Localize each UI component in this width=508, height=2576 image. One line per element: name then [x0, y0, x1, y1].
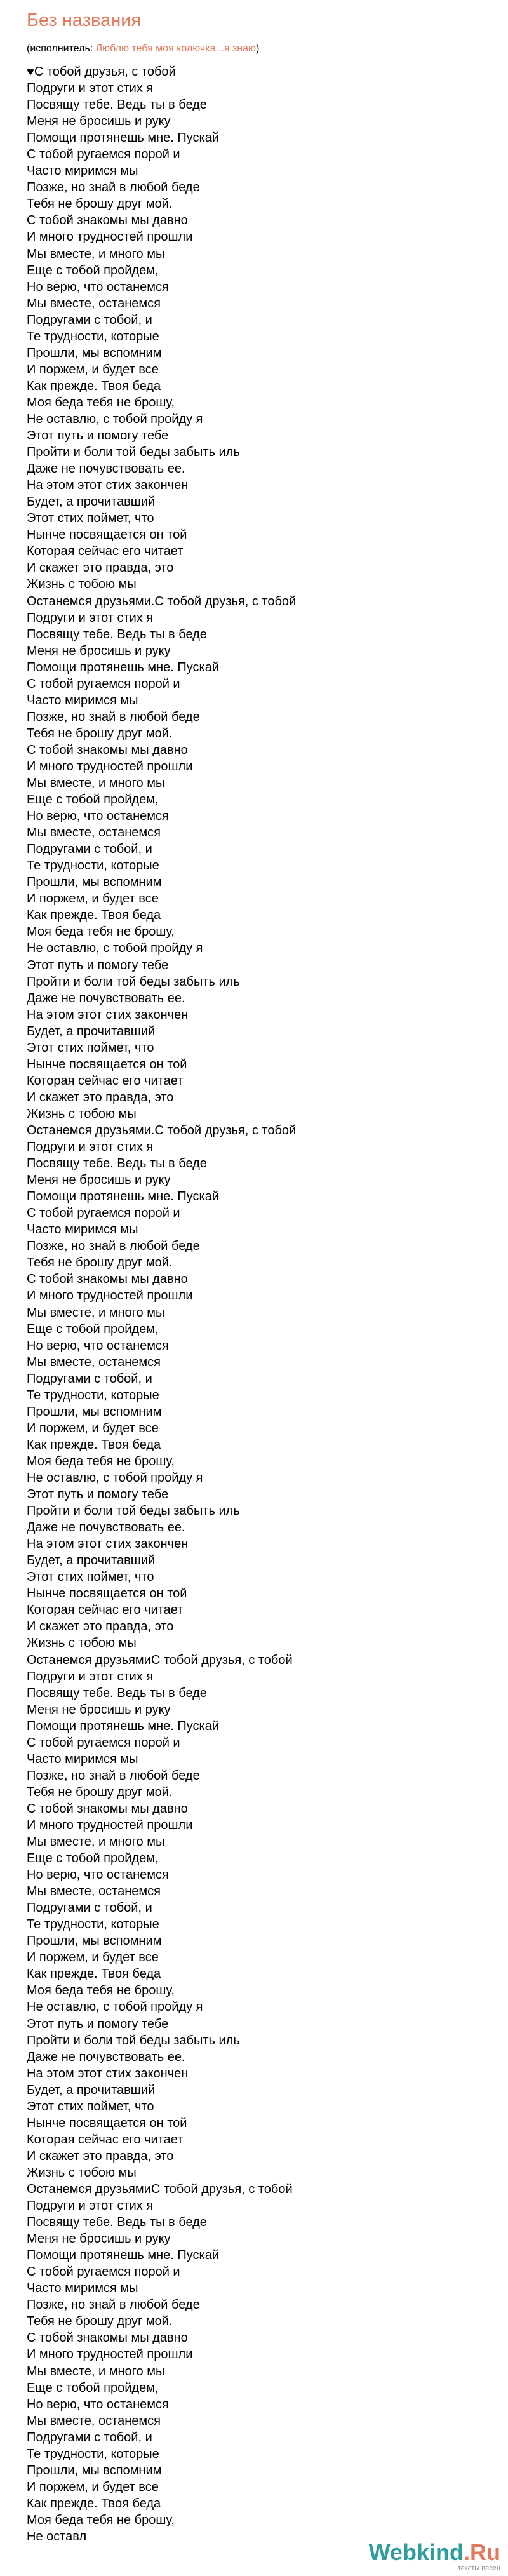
lyric-line: На этом этот стих закончен — [27, 1007, 189, 1022]
lyric-line: Тебя не брошу друг мой. — [27, 197, 173, 211]
lyric-line: И много трудностей прошли — [27, 230, 193, 245]
lyric-line: Останемся друзьями.С тобой друзья, с тобой — [27, 1124, 297, 1137]
lyric-line: Пройти и боли той беды забыть иль — [27, 2033, 240, 2048]
lyric-line: Подругами с тобой, и — [27, 1371, 152, 1386]
lyric-line: Тебя не брошу друг мой. — [27, 1785, 173, 1799]
lyric-line: Как прежде. Твоя беда — [27, 1437, 161, 1452]
lyric-line: Как прежде. Твоя беда — [27, 908, 161, 923]
lyric-line: Которая сейчас его читает — [27, 1073, 184, 1088]
lyric-line: И много трудностей прошли — [27, 1818, 193, 1832]
lyric-line: Подругами с тобой, и — [27, 2430, 152, 2445]
lyric-line: Мы вместе, останемся — [27, 826, 161, 840]
lyric-line: Прошли, мы вспомним — [27, 2463, 162, 2478]
lyric-line: Помощи протянешь мне. Пускай — [27, 1719, 220, 1733]
lyric-line: Этот путь и помогу тебе — [27, 429, 169, 443]
lyric-line: И скажет это правда, это — [27, 561, 174, 575]
lyric-line: Нынче посвящается он той — [27, 1587, 187, 1601]
lyric-line: Пройти и боли той беды забыть иль — [27, 445, 240, 460]
lyric-line: На этом этот стих закончен — [27, 1537, 189, 1552]
lyric-line: Мы вместе, останемся — [27, 296, 161, 311]
lyric-line: Нынче посвящается он той — [27, 1057, 187, 1071]
artist-prefix: (исполнитель: — [27, 43, 96, 54]
lyric-line: Прошли, мы вспомним — [27, 875, 162, 890]
lyric-line: Подруги и этот стих я — [27, 81, 154, 96]
lyric-line: Нынче посвящается он той — [27, 528, 187, 542]
lyric-line: Посвящу тебе. Ведь ты в беде — [27, 1686, 207, 1700]
lyric-line: Посвящу тебе. Ведь ты в беде — [27, 98, 207, 112]
lyric-line: Останемся друзьями.С тобой друзья, с тобой — [27, 594, 297, 608]
lyric-line: Как прежде. Твоя беда — [27, 379, 161, 393]
lyric-line: Этот путь и помогу тебе — [27, 1487, 169, 1502]
lyric-line: Не оставл — [27, 2529, 87, 2544]
lyric-line: И скажет это правда, это — [27, 2149, 174, 2163]
lyric-line: Подругами с тобой, и — [27, 312, 152, 327]
lyric-line: Мы вместе, и много мы — [27, 1835, 165, 1849]
lyric-line: Как прежде. Твоя беда — [27, 2496, 161, 2511]
lyric-line: Этот путь и помогу тебе — [27, 2016, 169, 2031]
artist-link[interactable]: Люблю тебя моя колючка...я знаю — [95, 43, 257, 54]
lyric-line: Моя беда тебя не брошу, — [27, 1983, 175, 1998]
lyric-line: Даже не почувствовать ее. — [27, 2049, 185, 2064]
lyric-line: Прошли, мы вспомним — [27, 1404, 162, 1419]
lyric-line: Но верю, что останемся — [27, 809, 169, 824]
lyric-line: С тобой ругаемся порой и — [27, 2265, 180, 2279]
lyric-line: Жизнь с тобою мы — [27, 2165, 137, 2180]
lyric-line: С тобой ругаемся порой и — [27, 676, 180, 691]
lyric-line: Мы вместе, и много мы — [27, 246, 165, 261]
lyric-line: С тобой знакомы мы давно — [27, 1801, 188, 1816]
lyric-line: Помощи протянешь мне. Пускай — [27, 1190, 220, 1204]
lyric-line: Моя беда тебя не брошу, — [27, 1454, 175, 1468]
lyric-line: Меня не бросишь и руку — [27, 1173, 171, 1188]
lyric-line: Меня не бросишь и руку — [27, 2232, 171, 2246]
lyric-line: Посвящу тебе. Ведь ты в беде — [27, 2215, 207, 2230]
lyrics-text — [27, 64, 497, 2545]
lyric-line: На этом этот стих закончен — [27, 2066, 189, 2081]
lyric-line: Еще с тобой пройдем, — [27, 2380, 159, 2395]
lyric-line: Этот стих поймет, что — [27, 1040, 154, 1055]
lyric-line: Но верю, что останемся — [27, 1868, 169, 1882]
lyric-line: С тобой знакомы мы давно — [27, 213, 188, 228]
lyric-line: Моя беда тебя не брошу, — [27, 925, 175, 939]
lyric-line: Часто миримся мы — [27, 1752, 138, 1766]
lyric-line: И скажет это правда, это — [27, 1620, 174, 1634]
lyric-line: На этом этот стих закончен — [27, 478, 189, 493]
lyric-line: И поржем, и будет все — [27, 892, 159, 906]
lyric-line: И скажет это правда, это — [27, 1090, 174, 1104]
lyric-line: Тебя не брошу друг мой. — [27, 1256, 173, 1270]
lyric-line: Тебя не брошу друг мой. — [27, 726, 173, 741]
lyric-line: Те трудности, которые — [27, 1917, 159, 1932]
lyric-line: Часто миримся мы — [27, 693, 138, 708]
lyric-line: И поржем, и будет все — [27, 1950, 159, 1965]
lyric-line: С тобой знакомы мы давно — [27, 1272, 188, 1287]
lyric-line: Которая сейчас его читает — [27, 1603, 184, 1618]
lyric-line: Будет, а прочитавший — [27, 495, 156, 509]
lyric-line: Позже, но знай в любой беде — [27, 1239, 200, 1254]
lyric-line: Не оставлю, с тобой пройду я — [27, 2000, 203, 2015]
lyric-line: Не оставлю, с тобой пройду я — [27, 412, 203, 426]
lyric-line: Не оставлю, с тобой пройду я — [27, 941, 203, 956]
lyric-line: Даже не почувствовать ее. — [27, 462, 185, 476]
lyric-line: Посвящу тебе. Ведь ты в беде — [27, 627, 207, 641]
lyric-line: Подруги и этот стих я — [27, 610, 154, 625]
site-logo[interactable] — [369, 2541, 500, 2572]
lyric-line: Меня не бросишь и руку — [27, 114, 171, 129]
logo-part-ru: .Ru — [464, 2539, 500, 2565]
lyric-line: Как прежде. Твоя беда — [27, 1967, 161, 1982]
lyric-line: Еще с тобой пройдем, — [27, 793, 159, 807]
artist-suffix: ) — [256, 43, 260, 54]
lyric-line: С тобой ругаемся порой и — [27, 1206, 180, 1221]
lyric-line: Помощи протянешь мне. Пускай — [27, 131, 220, 145]
lyric-line: Будет, а прочитавший — [27, 1024, 156, 1038]
lyric-line: И много трудностей прошли — [27, 1289, 193, 1303]
lyric-line: Моя беда тебя не брошу, — [27, 395, 175, 410]
lyric-line: Мы вместе, останемся — [27, 1884, 161, 1899]
lyric-line: Посвящу тебе. Ведь ты в беде — [27, 1157, 207, 1171]
artist-line — [27, 43, 259, 55]
lyric-line: Будет, а прочитавший — [27, 2083, 156, 2097]
logo-wordmark — [369, 2539, 500, 2565]
lyric-line: Еще с тобой пройдем, — [27, 1851, 159, 1866]
lyric-line: Этот стих поймет, что — [27, 2099, 154, 2114]
lyric-line: Жизнь с тобою мы — [27, 577, 137, 592]
lyric-line: И поржем, и будет все — [27, 2479, 159, 2494]
lyric-line: Останемся друзьямиС тобой друзья, с тобой — [27, 2182, 293, 2196]
lyric-line: Подругами с тобой, и — [27, 1901, 152, 1915]
lyric-line: Часто миримся мы — [27, 2281, 138, 2296]
lyric-line: Подруги и этот стих я — [27, 2199, 154, 2213]
lyric-line: Позже, но знай в любой беде — [27, 2298, 200, 2312]
lyric-line: Мы вместе, и много мы — [27, 1305, 165, 1320]
logo-part-webkind: Webkind — [368, 2539, 464, 2565]
lyric-line: Те трудности, которые — [27, 1388, 159, 1402]
lyric-line: Еще с тобой пройдем, — [27, 263, 159, 278]
lyric-line: Прошли, мы вспомним — [27, 345, 162, 360]
lyric-line: И много трудностей прошли — [27, 2347, 193, 2362]
lyric-line: Подруги и этот стих я — [27, 1140, 154, 1155]
lyric-line: Мы вместе, останемся — [27, 1355, 161, 1369]
lyric-line: Те трудности, которые — [27, 329, 159, 344]
lyric-line: Те трудности, которые — [27, 859, 159, 873]
lyric-line: Мы вместе, и много мы — [27, 2364, 165, 2378]
lyric-line: Часто миримся мы — [27, 164, 138, 178]
lyric-line: Жизнь с тобою мы — [27, 1636, 137, 1651]
lyric-line: Которая сейчас его читает — [27, 2132, 184, 2147]
lyric-line: Даже не почувствовать ее. — [27, 991, 185, 1005]
lyric-line: Но верю, что останемся — [27, 279, 169, 294]
lyric-line: Еще с тобой пройдем, — [27, 1322, 159, 1336]
lyric-line: Позже, но знай в любой беде — [27, 1768, 200, 1783]
lyric-line: С тобой ругаемся порой и — [27, 147, 180, 162]
lyric-line: Пройти и боли той беды забыть иль — [27, 974, 240, 989]
lyric-line: Мы вместе, и много мы — [27, 776, 165, 791]
lyric-line: Меня не бросишь и руку — [27, 1702, 171, 1717]
lyric-line: Даже не почувствовать ее. — [27, 1520, 185, 1535]
lyric-line: Этот стих поймет, что — [27, 1570, 154, 1585]
lyric-line: Часто миримся мы — [27, 1223, 138, 1237]
lyric-line: Моя беда тебя не брошу, — [27, 2512, 175, 2527]
lyric-line: И много трудностей прошли — [27, 759, 193, 774]
lyric-line: И поржем, и будет все — [27, 362, 159, 377]
lyric-line: Мы вместе, останемся — [27, 2413, 161, 2428]
lyric-line: Жизнь с тобою мы — [27, 1106, 137, 1121]
lyric-line: Останемся друзьямиС тобой друзья, с тобой — [27, 1653, 293, 1667]
lyric-line: Будет, а прочитавший — [27, 1553, 156, 1568]
lyric-line: Этот стих поймет, что — [27, 511, 154, 526]
lyric-line: Но верю, что останемся — [27, 1338, 169, 1353]
lyric-line: Не оставлю, с тобой пройду я — [27, 1470, 203, 1485]
lyric-line: Тебя не брошу друг мой. — [27, 2314, 173, 2329]
lyric-line: ♥С тобой друзья, с тобой — [27, 65, 176, 79]
lyric-line: Те трудности, которые — [27, 2446, 159, 2461]
lyric-line: С тобой знакомы мы давно — [27, 742, 188, 757]
lyric-line: С тобой знакомы мы давно — [27, 2331, 188, 2345]
lyric-line: С тобой ругаемся порой и — [27, 1735, 180, 1750]
lyric-line: Этот путь и помогу тебе — [27, 958, 169, 972]
lyric-line: Но верю, что останемся — [27, 2397, 169, 2412]
lyric-line: Пройти и боли той беды забыть иль — [27, 1504, 240, 1519]
lyric-line: Подругами с тобой, и — [27, 842, 152, 857]
lyric-line: Позже, но знай в любой беде — [27, 180, 200, 195]
page-title: Без названия — [27, 10, 142, 30]
lyric-line: Прошли, мы вспомним — [27, 1934, 162, 1949]
lyric-line: Нынче посвящается он той — [27, 2116, 187, 2130]
lyric-line: Подруги и этот стих я — [27, 1669, 154, 1684]
lyric-line: Помощи протянешь мне. Пускай — [27, 2248, 220, 2263]
lyric-line: Меня не бросишь и руку — [27, 643, 171, 658]
logo-tagline: тексты песен — [457, 2565, 500, 2572]
lyric-line: Помощи протянешь мне. Пускай — [27, 660, 220, 674]
lyric-line: Которая сейчас его читает — [27, 544, 184, 559]
lyric-line: Позже, но знай в любой беде — [27, 709, 200, 724]
lyric-line: И поржем, и будет все — [27, 1421, 159, 1435]
